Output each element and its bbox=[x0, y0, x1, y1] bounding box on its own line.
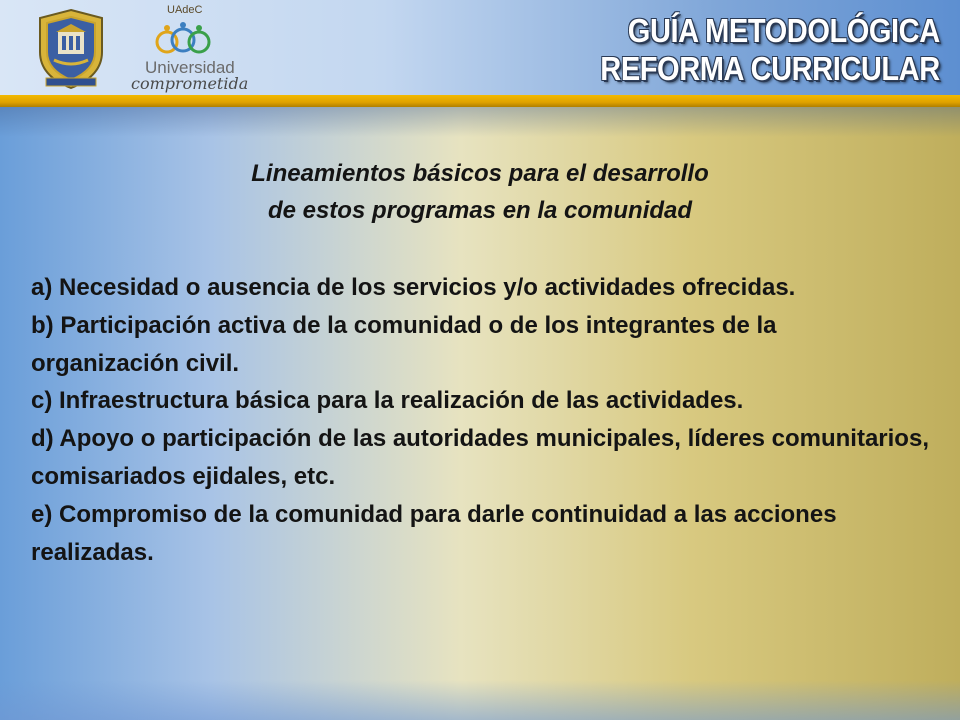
page-title bbox=[601, 12, 940, 88]
title-line-1: GUÍA METODOLÓGICA bbox=[628, 12, 940, 49]
logo-word-universidad: Universidad bbox=[145, 58, 235, 77]
guideline-item-a: a) Necesidad o ausencia de los servicios y/o actividades ofrecidas. bbox=[31, 274, 796, 301]
subtitle-line-1: Lineamientos básicos para el desarrollo bbox=[251, 160, 709, 187]
logo-word-comprometida: comprometida bbox=[131, 74, 249, 93]
subtitle-line-2: de estos programas en la comunidad bbox=[267, 197, 693, 224]
guideline-list bbox=[31, 269, 931, 571]
guideline-item-d: d) Apoyo o participación de las autoridades municipales, líderes comunitarios, comisariados ejidales, etc. bbox=[31, 425, 929, 490]
logo-tag: UAdeC bbox=[167, 4, 203, 16]
title-line-2: REFORMA CURRICULAR bbox=[600, 50, 940, 87]
header-accent-bar bbox=[0, 95, 960, 107]
header-shadow bbox=[0, 107, 960, 137]
university-logo bbox=[125, 4, 249, 94]
guideline-item-b: b) Participación activa de la comunidad o de los integrantes de la organización civil. bbox=[31, 311, 777, 377]
guideline-item-c: c) Infraestructura básica para la realización de las actividades. bbox=[31, 387, 744, 415]
guideline-item-e: e) Compromiso de la comunidad para darle continuidad a las acciones realizadas. bbox=[31, 500, 837, 566]
university-seal-icon bbox=[36, 8, 106, 90]
section-subtitle bbox=[0, 155, 960, 229]
logo-mark-icon bbox=[153, 20, 213, 62]
